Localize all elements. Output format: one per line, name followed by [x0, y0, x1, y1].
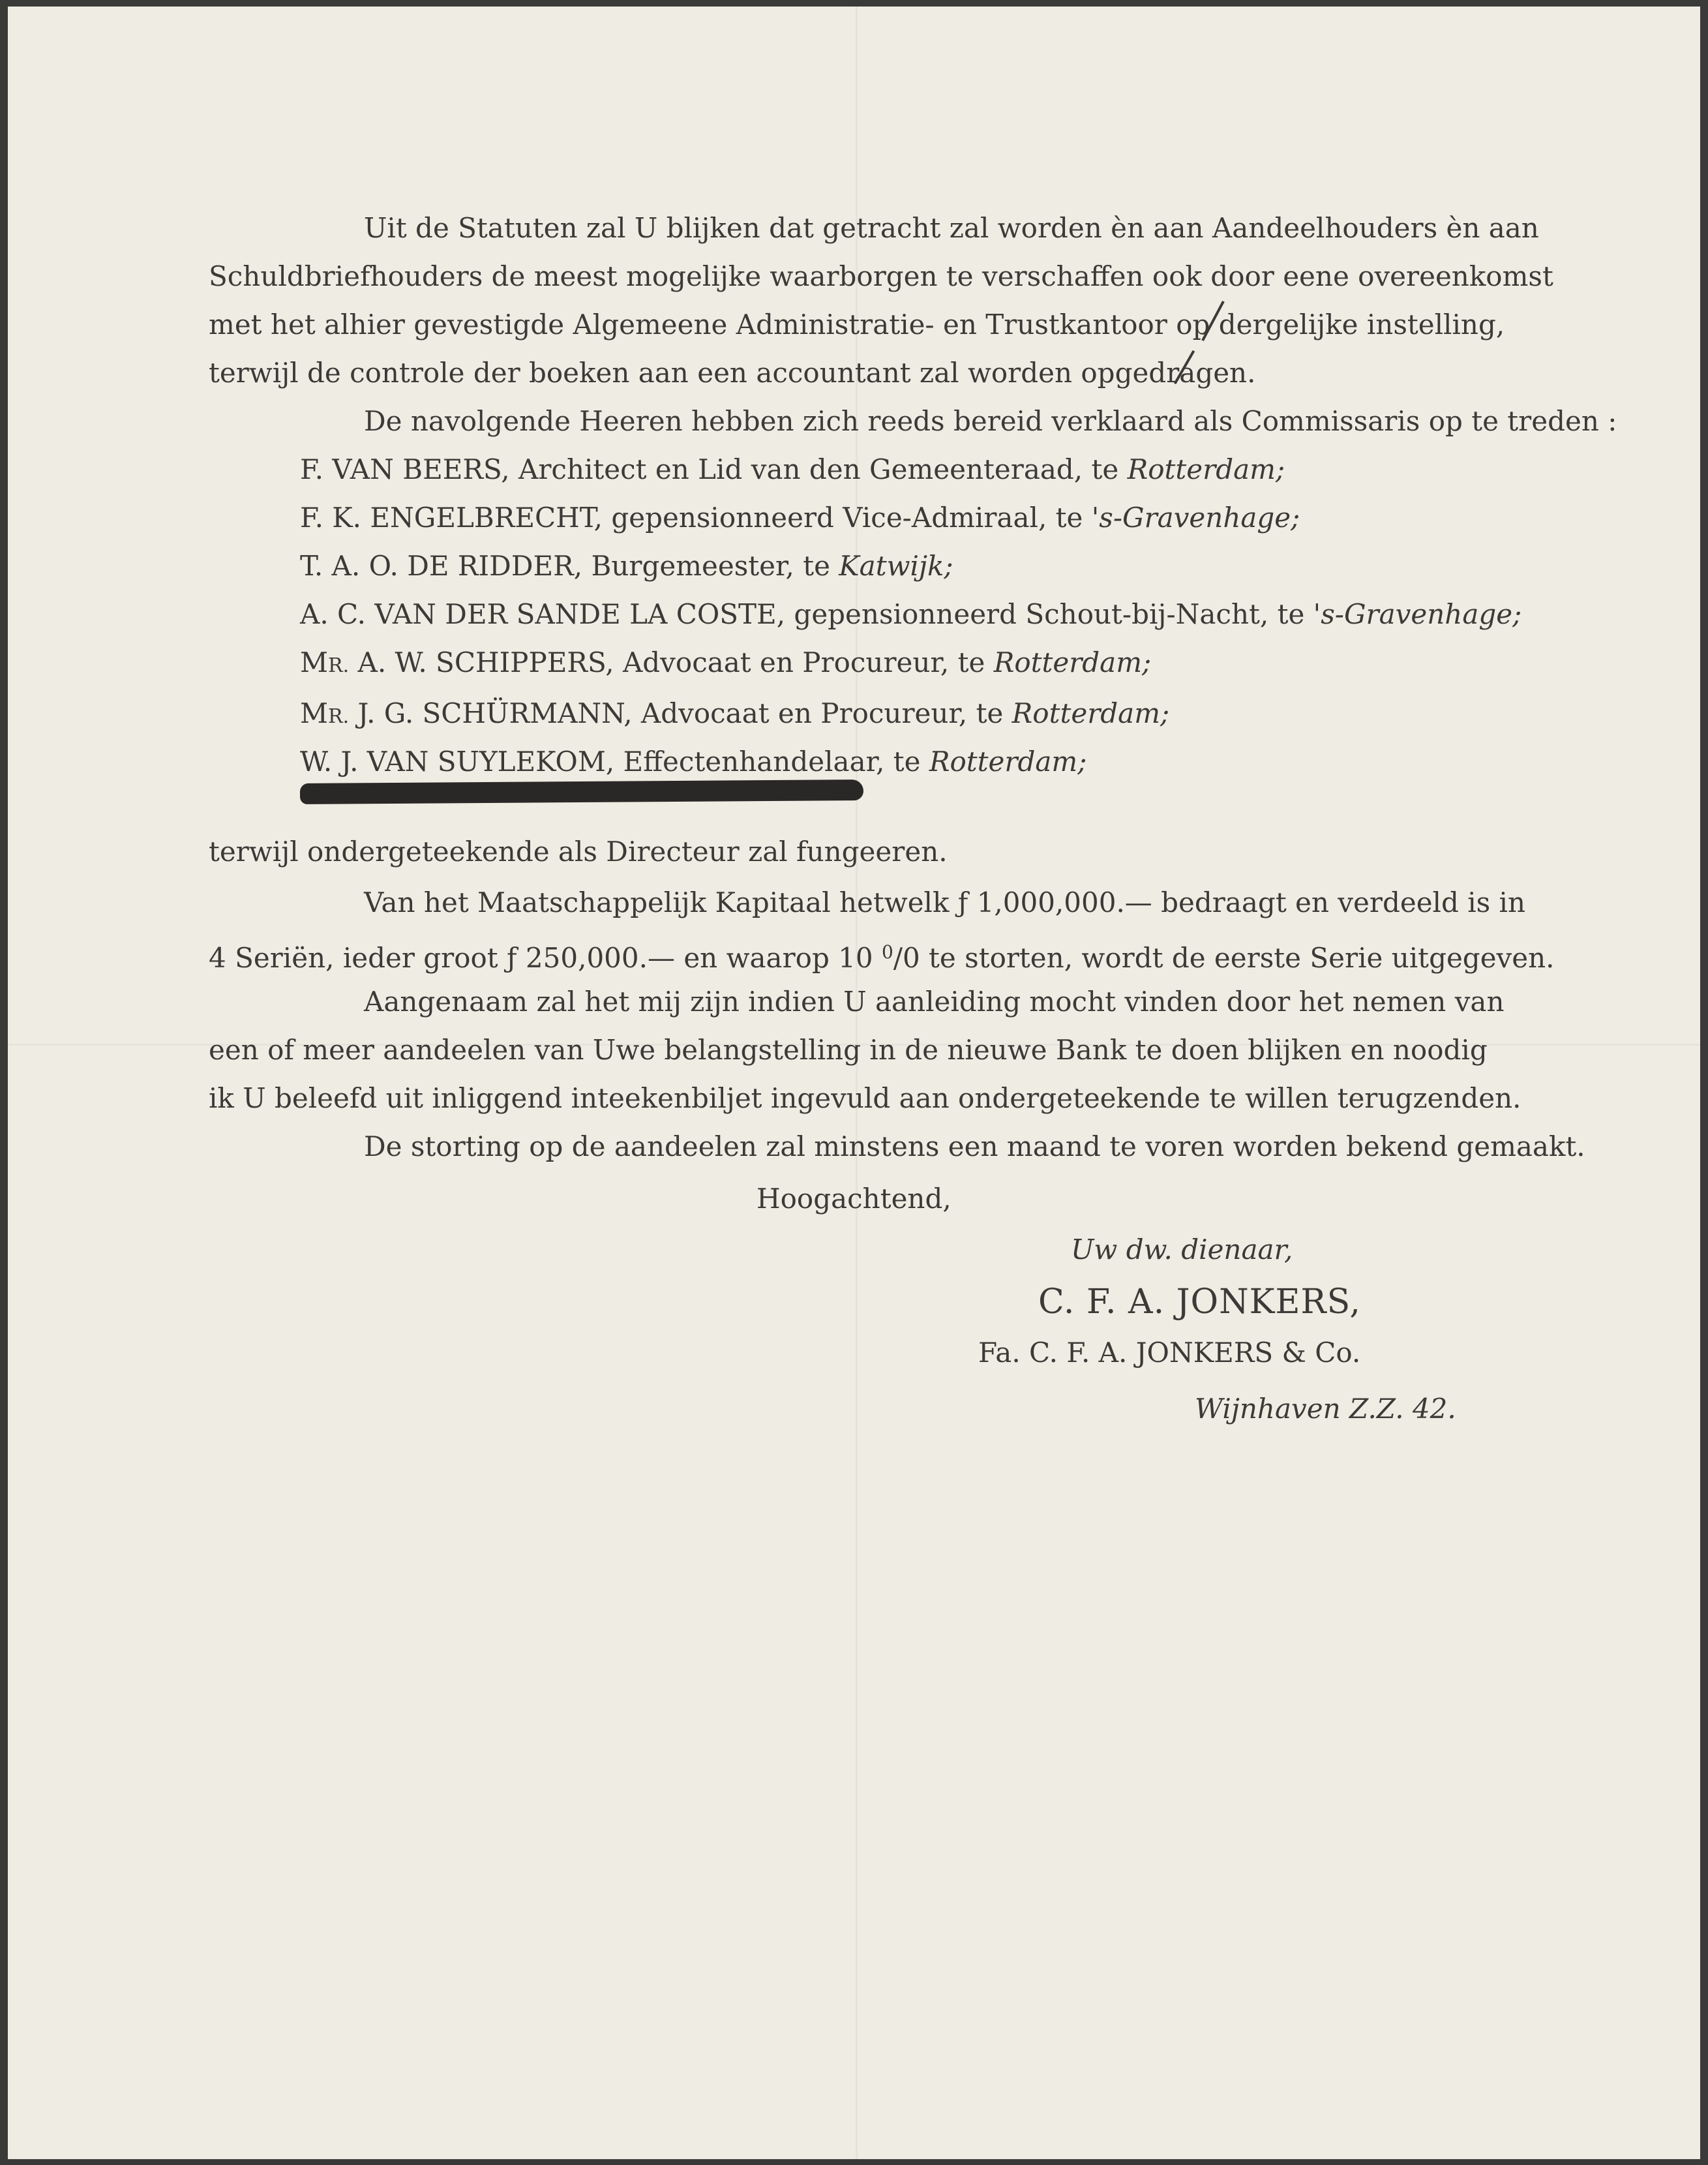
commissioner-4: [209, 595, 1522, 634]
commissioner-desc: Burgemeester, te: [582, 550, 839, 582]
closing-greeting: Hoogachtend,: [757, 1183, 951, 1215]
firm-name: Fa. C. F. A. JONKERS & Co.: [978, 1337, 1361, 1369]
paragraph-6: De storting op de aandeelen zal minstens een maand te voren worden bekend gemaakt.: [364, 1130, 1585, 1162]
paragraph-4-line-2: [209, 933, 1555, 974]
paragraph-2: De navolgende Heeren hebben zich reeds bereid verklaard als Commissaris op te treden :: [364, 405, 1617, 437]
commissioner-name: W. J. VAN SUYLEKOM,: [300, 746, 615, 778]
commissioner-title: M: [300, 646, 329, 678]
commissioner-title: M: [300, 697, 329, 729]
closing-servant: Uw dw. dienaar,: [1071, 1234, 1293, 1265]
commissioner-place: 's-Gravenhage;: [1091, 502, 1300, 534]
capital-text-b: /0 te storten, wordt de eerste Serie uitgegeven.: [893, 942, 1555, 974]
commissioner-6: [209, 694, 1474, 733]
paragraph-4-line-1: Van het Maatschappelijk Kapitaal hetwelk ƒ 1,000,000.— bedraagt en verdeeld is in: [364, 886, 1526, 918]
paragraph-1-line-2: Schuldbriefhouders de meest mogelijke waarborgen te verschaffen ook door eene overeenkomst: [209, 260, 1553, 292]
commissioner-desc: Advocaat en Procureur, te: [632, 697, 1012, 729]
paragraph-5-line-2: een of meer aandeelen van Uwe belangstelling in de nieuwe Bank te doen blijken en noodig: [209, 1034, 1488, 1066]
commissioner-place: Rotterdam;: [993, 646, 1152, 678]
paragraph-1-line-3: met het alhier gevestigde Algemeene Administratie- en Trustkantoor op dergelijke instelling,: [209, 309, 1505, 341]
commissioner-1: [209, 450, 1474, 489]
capital-text-a: 4 Seriën, ieder groot ƒ 250,000.— en waarop 10: [209, 942, 882, 974]
paragraph-5-line-3: ik U beleefd uit inliggend inteekenbiljet ingevuld aan ondergeteekende te willen terugzenden.: [209, 1082, 1521, 1114]
commissioner-desc: Architect en Lid van den Gemeenteraad, te: [509, 453, 1128, 485]
commissioner-name: F. K. ENGELBRECHT,: [300, 502, 603, 534]
commissioner-desc: Advocaat en Procureur, te: [614, 646, 994, 678]
commissioner-5: [209, 643, 1474, 682]
commissioner-desc: Effectenhandelaar, te: [614, 746, 929, 778]
commissioner-desc: gepensionneerd Vice-Admiraal, te: [603, 502, 1092, 534]
firm-address: Wijnhaven Z.Z. 42.: [1195, 1393, 1456, 1425]
commissioner-place: Rotterdam;: [1127, 453, 1285, 485]
commissioner-name: T. A. O. DE RIDDER,: [300, 550, 583, 582]
paragraph-1-line-1: Uit de Statuten zal U blijken dat getracht zal worden èn aan Aandeelhouders èn aan: [364, 212, 1539, 244]
percent-superscript: 0: [882, 941, 893, 963]
commissioner-3: [209, 547, 1474, 586]
commissioner-place: Katwijk;: [839, 550, 953, 582]
commissioner-name: J. G. SCHÜRMANN,: [349, 697, 633, 729]
paragraph-5-line-1: Aangenaam zal het mij zijn indien U aanleiding mocht vinden door het nemen van: [364, 986, 1505, 1018]
ink-redaction-bar: [300, 780, 863, 804]
commissioner-place: Rotterdam;: [1011, 697, 1170, 729]
signer-name: C. F. A. JONKERS,: [1038, 1282, 1361, 1322]
commissioner-title-small: R.: [328, 705, 350, 728]
commissioner-title-small: R.: [328, 654, 350, 677]
commissioner-name: A. W. SCHIPPERS,: [349, 646, 614, 678]
paragraph-3: terwijl ondergeteekende als Directeur zal fungeeren.: [209, 836, 948, 868]
paper-sheet: [8, 7, 1700, 2159]
commissioner-name: F. VAN BEERS,: [300, 453, 510, 485]
commissioner-name: A. C. VAN DER SANDE LA COSTE,: [300, 598, 786, 630]
commissioner-2: [209, 498, 1474, 537]
commissioner-7: [209, 742, 1474, 781]
paragraph-1-line-4: terwijl de controle der boeken aan een accountant zal worden opgedragen.: [209, 357, 1256, 389]
commissioner-desc: gepensionneerd Schout-bij-Nacht, te: [785, 598, 1313, 630]
commissioner-place: Rotterdam;: [929, 746, 1087, 778]
commissioner-place: 's-Gravenhage;: [1313, 598, 1522, 630]
